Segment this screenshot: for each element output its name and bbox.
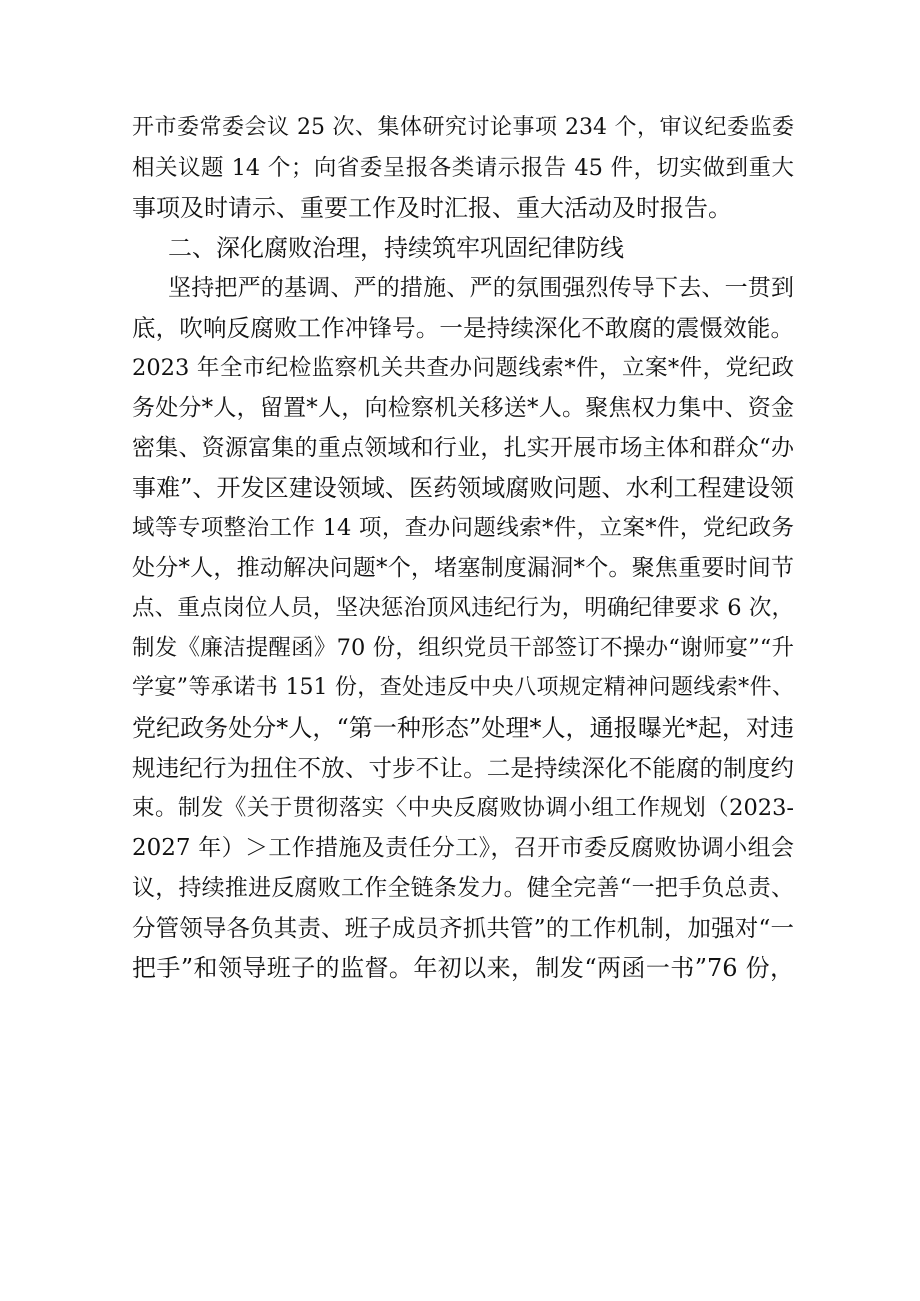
- text-line: [0, 828, 920, 868]
- text-line-content: 规违纪行为扭住不放、寸步不让。二是持续深化不能腐的制度约: [132, 754, 794, 782]
- text-line-content: 密集、资源富集的重点领域和行业，扎实开展市场主体和群众“办: [132, 435, 794, 461]
- text-line-content: 2023 年全市纪检监察机关共查办问题线索*件，立案*件，党纪政: [132, 355, 794, 381]
- text-line: [0, 428, 920, 468]
- text-line-content: 相关议题 14 个；向省委呈报各类请示报告 45 件，切实做到重大: [132, 155, 794, 181]
- text-line-content: 事难”、开发区建设领域、医药领域腐败问题、水利工程建设领: [132, 474, 794, 502]
- text-line-content: 底，吹响反腐败工作冲锋号。一是持续深化不敢腐的震慑效能。: [132, 314, 794, 342]
- text-line: [0, 108, 920, 148]
- text-line: [0, 268, 920, 308]
- text-line: [0, 708, 920, 748]
- text-line-content: 处分*人，推动解决问题*个，堵塞制度漏洞*个。聚焦重要时间节: [132, 555, 794, 581]
- text-line-content: 议，持续推进反腐败工作全链条发力。健全完善“一把手负总责、: [132, 875, 794, 901]
- text-line: [0, 788, 920, 828]
- text-line: [0, 948, 920, 988]
- text-line: [0, 588, 920, 628]
- text-line: [0, 868, 920, 908]
- section-heading-text: 二、深化腐败治理，持续筑牢巩固纪律防线: [168, 234, 624, 262]
- text-line-content: 束。制发《关于贯彻落实〈中央反腐败协调小组工作规划（2023-: [132, 795, 794, 821]
- text-line-content: 务处分*人，留置*人，向检察机关移送*人。聚焦权力集中、资金: [132, 395, 794, 421]
- text-line-content: 域等专项整治工作 14 项，查办问题线索*件，立案*件，党纪政务: [132, 515, 794, 541]
- text-line-content: 开市委常委会议 25 次、集体研究讨论事项 234 个，审议纪委监委: [132, 115, 794, 140]
- text-line: [0, 748, 920, 788]
- text-line: [0, 628, 920, 668]
- text-line: [0, 668, 920, 708]
- text-line-content: 制发《廉洁提醒函》70 份，组织党员干部签订不操办“谢师宴”“升: [132, 635, 794, 661]
- text-line-content: 党纪政务处分*人，“第一种形态”处理*人，通报曝光*起，对违: [132, 714, 794, 742]
- text-line-content: 学宴”等承诺书 151 份，查处违反中央八项规定精神问题线索*件、: [132, 675, 794, 700]
- text-line-content: 2027 年）＞工作措施及责任分工》，召开市委反腐败协调小组会: [132, 835, 794, 861]
- text-line: [0, 508, 920, 548]
- text-line: [0, 188, 920, 228]
- text-line: [0, 548, 920, 588]
- text-line: [0, 148, 920, 188]
- text-line: [0, 468, 920, 508]
- text-line-content: 坚持把严的基调、严的措施、严的氛围强烈传导下去、一贯到: [168, 275, 794, 301]
- text-line: [0, 388, 920, 428]
- text-line: [0, 908, 920, 948]
- text-line-content: 点、重点岗位人员，坚决惩治顶风违纪行为，明确纪律要求 6 次，: [132, 595, 794, 621]
- text-line-content: 事项及时请示、重要工作及时汇报、重大活动及时报告。: [132, 194, 732, 222]
- text-line: [0, 348, 920, 388]
- section-heading: [0, 228, 920, 268]
- text-line: [0, 308, 920, 348]
- text-line-content: 分管领导各负其责、班子成员齐抓共管”的工作机制，加强对“一: [132, 914, 794, 942]
- text-line-content: 把手”和领导班子的监督。年初以来，制发“两函一书”76 份，: [132, 954, 794, 982]
